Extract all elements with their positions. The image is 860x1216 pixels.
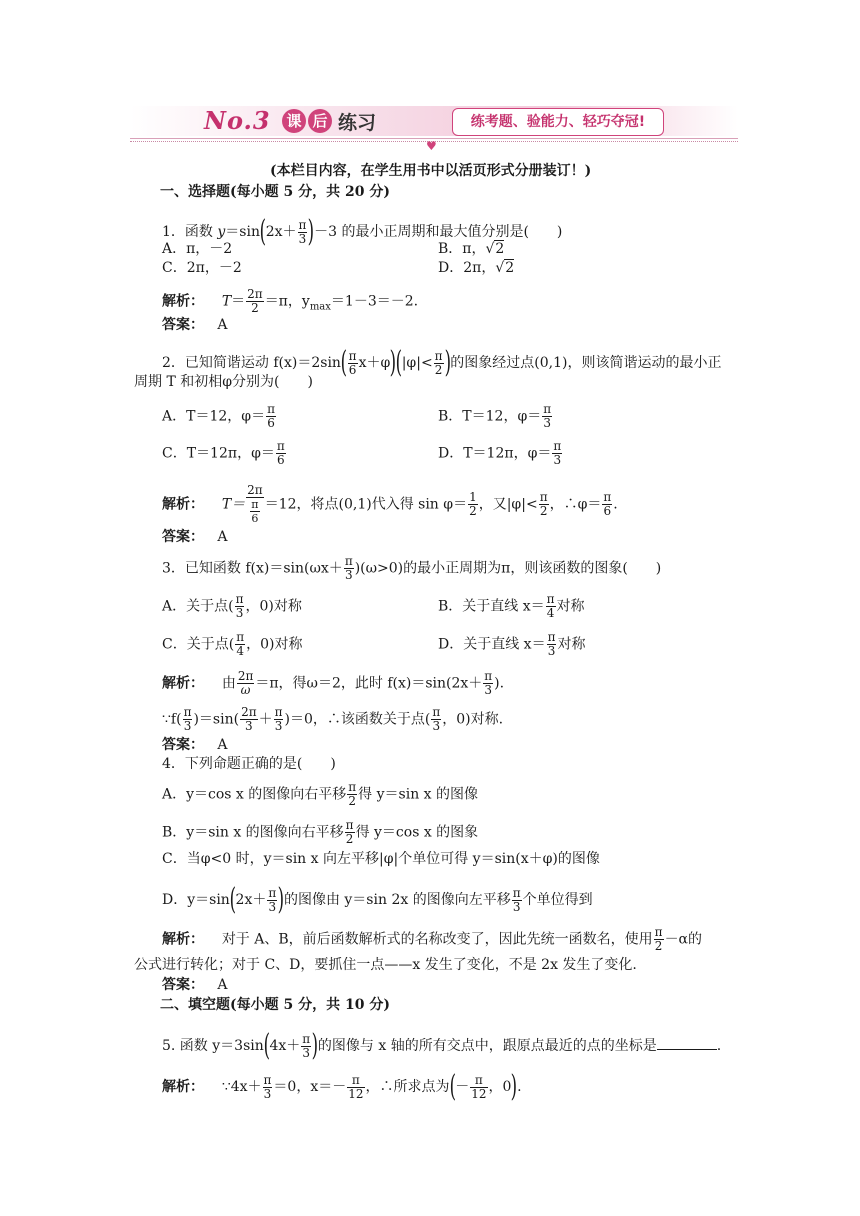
q2-solution: 解析： T＝ $\frac{2\pi}{\frac{\pi}{6}}$ ＝12，将点(0,1)代入得 sin φ＝ $\frac{1}{2}$ ，又|φ|< $\frac{\pi}{2}$ ，∴φ＝ $\frac{\pi}{6}$ . [162, 483, 618, 525]
heart-icon: ♥ [426, 139, 437, 153]
q2-line-2: 周期 T 和初相φ分别为( ) [134, 374, 313, 390]
question-3: 3．已知函数 f(x)＝sin(ωx＋ $\frac{\pi}{3}$ )(ω>0)的最小正周期为π，则该函数的图象( ) [162, 554, 662, 582]
q4-solution: 解析： 对于 A、B，前后函数解析式的名称改变了，因此先统一函数名，使用 $\frac{\pi}{2}$ －α的 [162, 925, 703, 953]
q4-option-b: B．y＝sin x 的图像向右平移 $\frac{\pi}{2}$ 得 y＝cos x 的图象 [162, 818, 479, 846]
q3-option-d: D．关于直线 x＝ $\frac{\pi}{3}$ 对称 [438, 630, 586, 658]
q1-solution: 解析： T＝ $\frac{2\pi}{2}$ ＝π，$y_{max}=1-3=-2$. [162, 287, 419, 315]
section-heading-choice: 一、选择题(每小题 5 分，共 20 分) [160, 184, 390, 200]
q2-option-c: C．T＝12π，φ＝ $\frac{\pi}{6}$ [162, 439, 285, 467]
question-2: 2．已知简谐运动 f(x)＝2sin( $\frac{\pi}{6}$ x＋φ)(|φ|< $\frac{\pi}{2}$ )的图象经过点(0,1)，则该简谐运动的最小正 [162, 345, 722, 380]
q4-option-a: A．y＝cos x 的图像向右平移 $\frac{\pi}{2}$ 得 y＝sin x 的图像 [162, 780, 479, 808]
q4-option-c: C．当φ<0 时，y＝sin x 向左平移|φ|个单位可得 y＝sin(x＋φ)的图像 [162, 851, 600, 867]
q4-solution-line-2: 公式进行转化；对于 C、D，要抓住一点——x 发生了变化，不是 2x 发生了变化. [134, 957, 637, 973]
answer-blank[interactable] [657, 1049, 717, 1050]
banner-char-2: 后 [308, 109, 332, 133]
q2-option-d: D．T＝12π，φ＝ $\frac{\pi}{3}$ [438, 439, 562, 467]
q4-option-d: D．y＝sin(2x＋ $\frac{\pi}{3}$ )的图像由 y＝sin 2x 的图像向左平移 $\frac{\pi}{3}$ 个单位得到 [162, 882, 593, 917]
q3-option-c: C．关于点( $\frac{\pi}{4}$ ，0)对称 [162, 630, 303, 658]
section-banner [130, 100, 738, 152]
q4-answer: 答案： A [162, 977, 228, 993]
question-5: 5. 函数 y＝3sin(4x＋ $\frac{\pi}{3}$ )的图像与 x 轴的所有交点中，跟原点最近的点的坐标是 . [162, 1028, 722, 1063]
question-4: 4．下列命题正确的是( ) [162, 756, 336, 772]
section-heading-fill: 二、填空题(每小题 5 分，共 10 分) [160, 997, 390, 1013]
q1-option-b: B．π，√2 [438, 241, 505, 257]
q3-solution-line-2: ∵f( $\frac{\pi}{3}$ )＝sin( $\frac{2\pi}{3}$ ＋ $\frac{\pi}{3}$ )＝0，∴该函数关于点( $\frac{\pi}{3}$ ，0)对称. [162, 705, 504, 733]
banner-char-1: 课 [282, 109, 306, 133]
section-number: No.3 [204, 106, 271, 135]
banner-motto: 练考题、验能力、轻巧夺冠! [452, 108, 664, 136]
q1-option-a: A．π，－2 [162, 241, 233, 257]
q1-answer: 答案： A [162, 317, 228, 333]
q1-option-c: C．2π，－2 [162, 260, 242, 276]
banner-title: 练习 [338, 112, 377, 134]
q3-solution: 解析： 由 $\frac{2\pi}{\omega}$ ＝π，得ω＝2，此时 f(x)＝sin(2x＋ $\frac{\pi}{3}$ ). [162, 669, 505, 697]
q2-option-a: A．T＝12，φ＝ $\frac{\pi}{6}$ [162, 402, 275, 430]
q2-answer: 答案： A [162, 529, 228, 545]
binding-note: (本栏目内容，在学生用书中以活页形式分册装订！) [270, 163, 592, 179]
q1-option-d: D．2π，√2 [438, 260, 515, 276]
q5-solution: 解析： ∵4x＋ $\frac{\pi}{3}$ ＝0，x＝－ $\frac{\pi}{12}$ ，∴所求点为(－ $\frac{\pi}{12}$ ，0). [162, 1069, 522, 1104]
q3-option-b: B．关于直线 x＝ $\frac{\pi}{4}$ 对称 [438, 592, 585, 620]
question-1: 1．函数 y＝sin(2x＋ $\frac{\pi}{3}$ )－3 的最小正周期和最大值分别是( ) [162, 214, 563, 249]
q3-option-a: A．关于点( $\frac{\pi}{3}$ ，0)对称 [162, 592, 302, 620]
q2-option-b: B．T＝12，φ＝ $\frac{\pi}{3}$ [438, 402, 552, 430]
q3-answer: 答案： A [162, 737, 228, 753]
